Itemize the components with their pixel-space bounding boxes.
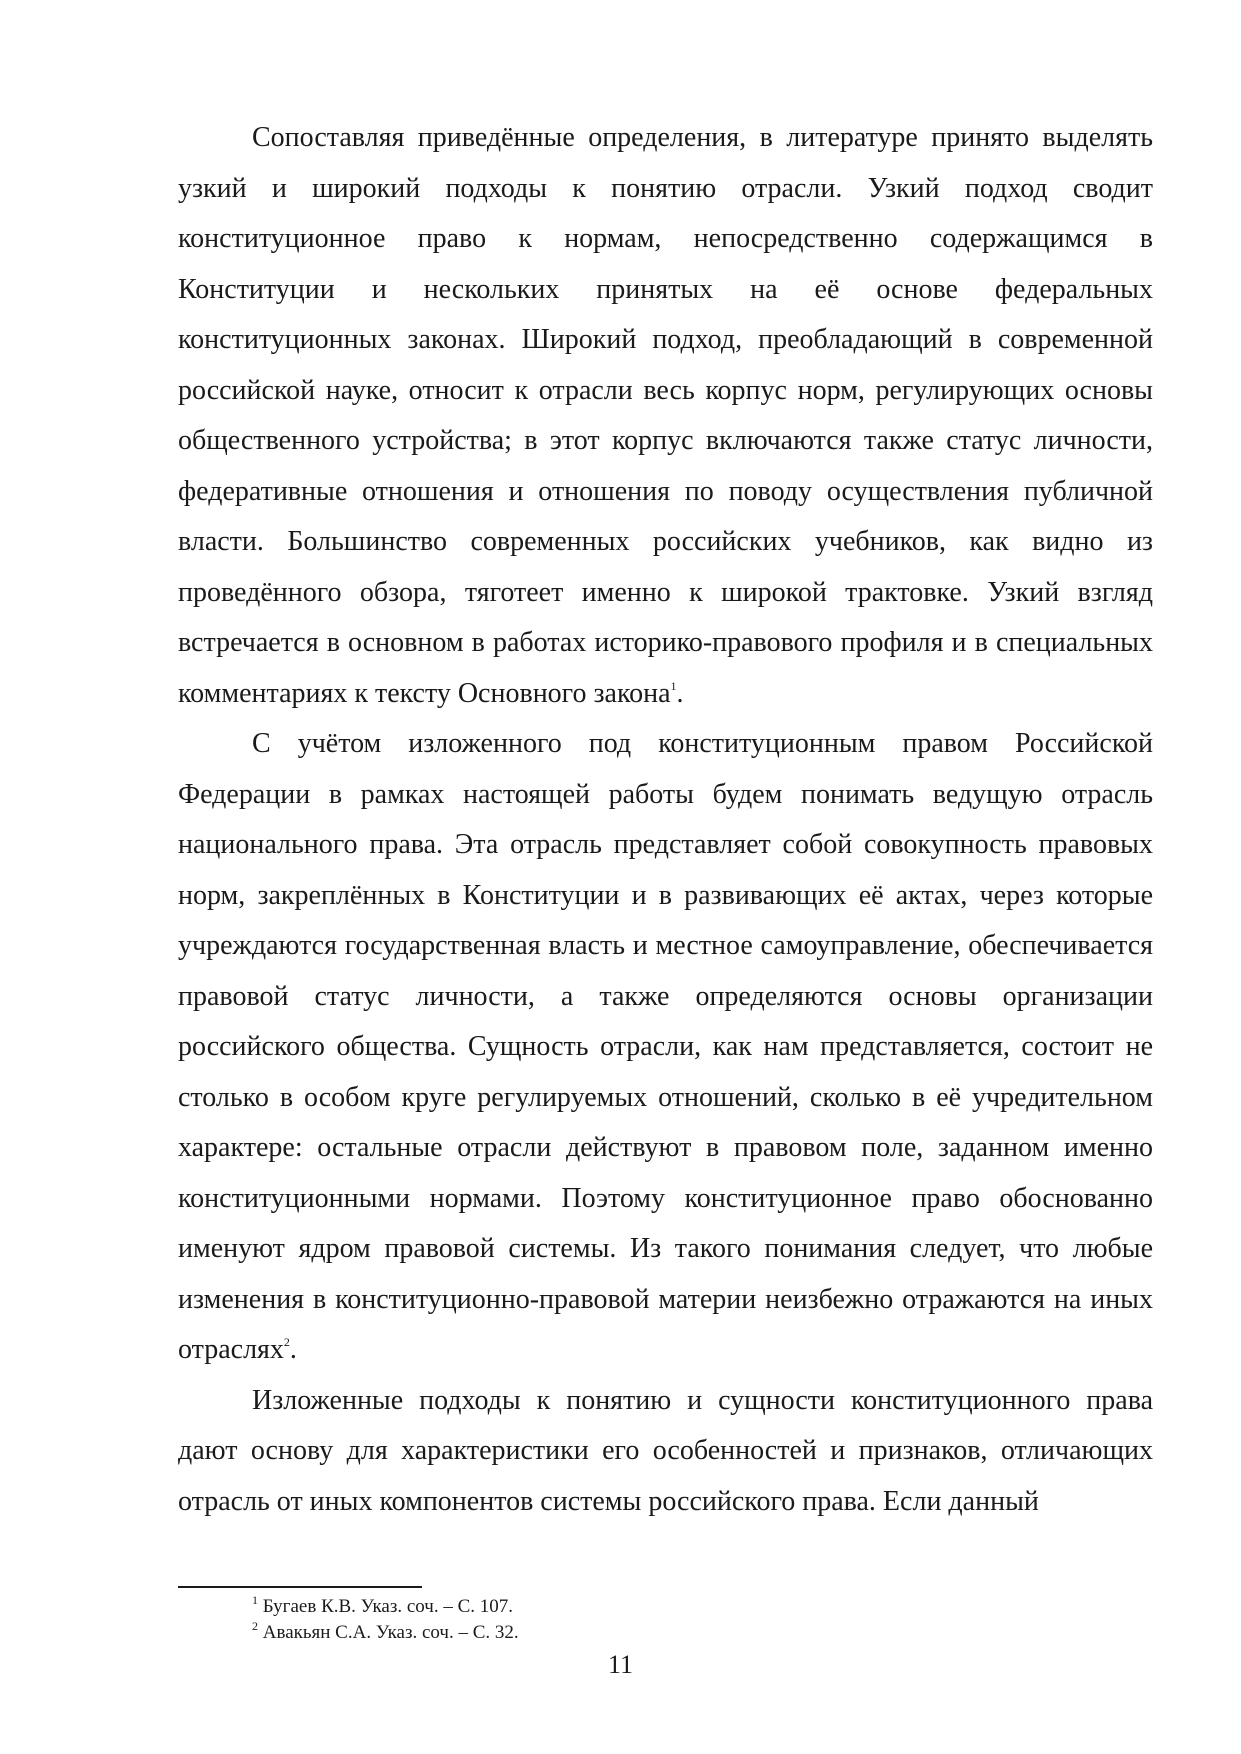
- footnote-1-number: 1: [252, 1593, 258, 1607]
- footnote-2: [252, 1620, 1152, 1646]
- footnote-1: [252, 1594, 1152, 1620]
- paragraph-2: [178, 719, 1153, 1376]
- paragraph-3: [178, 1376, 1153, 1528]
- paragraph-1-end: .: [676, 677, 684, 709]
- paragraph-2-end: .: [289, 1334, 297, 1365]
- footnote-separator: [178, 1586, 422, 1588]
- page-number: 11: [607, 1650, 634, 1679]
- paragraph-1-text: Сопоставляя приведённые определения, в литературе принято выделять узкий и широкий подходы к понятию отрасли. Узкий подход сводит конституционное право к нормам, непосредственно содержащимся в Конституции и нескольких принятых на её основе федеральных конституционных законах. Широкий подход, преобладающий в современной российской науке, относит к отрасли весь корпус норм, регулирующих основы общественного устройства; в этот корпус включаются также статус личности, федеративные отношения и отношения по поводу осуществления публичной власти. Большинство современных российских учебников, как видно из проведённого обзора, тяготеет именно к широкой трактовке. Узкий взгляд встречается в основном в работах историко-правового профиля и в специальных комментариях к тексту Основного закона: [178, 122, 1153, 709]
- body-text: [178, 113, 1153, 1527]
- footnote-2-text: Авакьян С.А. Указ. соч. – С. 32.: [262, 1622, 519, 1643]
- paragraph-1: [178, 113, 1153, 719]
- paragraph-2-text: С учётом изложенного под конституционным правом Российской Федерации в рамках настоящей работы будем понимать ведущую отрасль национального права. Эта отрасль представляет собой совокупность правовых норм, закреплённых в Конституции и в развивающих её актах, через которые учреждаются государственная власть и местное самоуправление, обеспечивается правовой статус личности, а также определяются основы организации российского общества. Сущность отрасли, как нам представляется, состоит не столько в особом круге регулируемых отношений, сколько в её учредительном характере: остальные отрасли действуют в правовом поле, заданном именно конституционными нормами. Поэтому конституционное право обоснованно именуют ядром правовой системы. Из такого понимания следует, что любые изменения в конституционно-правовой материи неизбежно отражаются на иных отраслях: [178, 728, 1153, 1365]
- footnote-1-text: Бугаев К.В. Указ. соч. – С. 107.: [262, 1596, 513, 1617]
- footnote-ref-1: 1: [670, 678, 677, 693]
- paragraph-3-text: Изложенные подходы к понятию и сущности конституционного права дают основу для характеристики его особенностей и признаков, отличающих отрасль от иных компонентов системы российского права. Если данный: [178, 1384, 1153, 1517]
- footnote-ref-2: 2: [283, 1335, 290, 1349]
- footnotes: [252, 1594, 1152, 1646]
- footnote-2-number: 2: [252, 1619, 258, 1633]
